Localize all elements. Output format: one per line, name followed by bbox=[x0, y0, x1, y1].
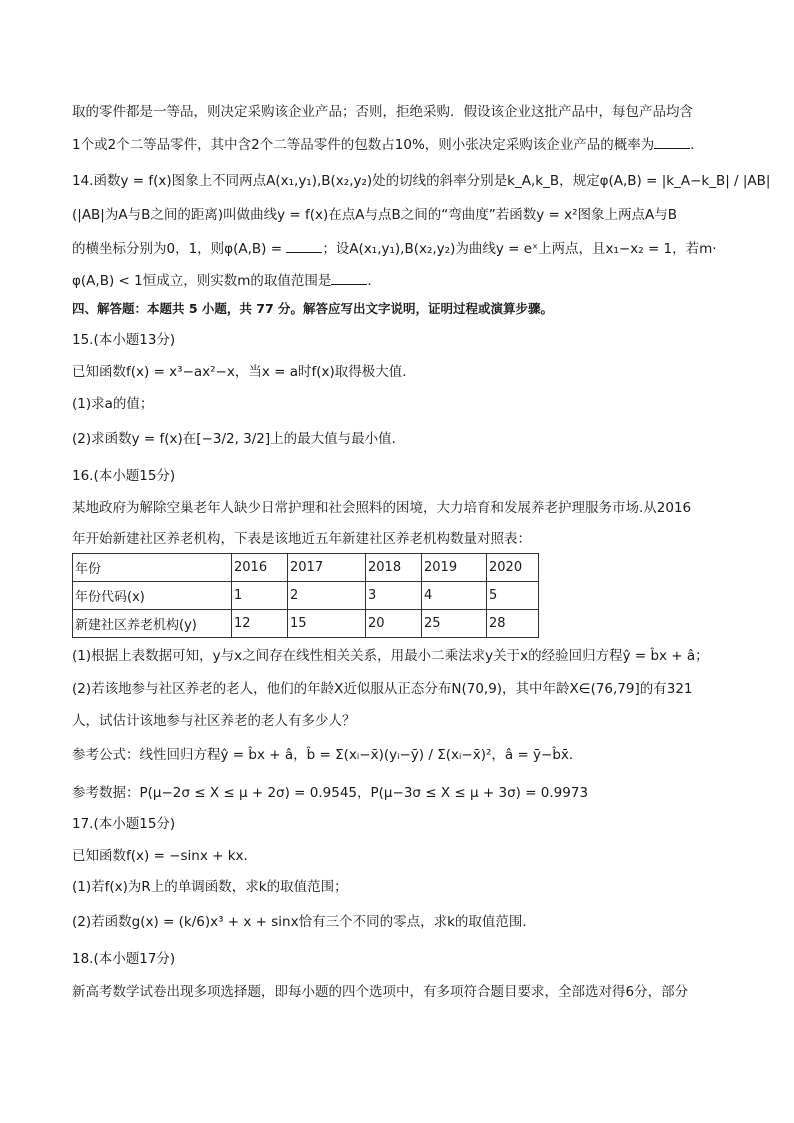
table-cell: 2018 bbox=[366, 554, 422, 582]
answer-blank bbox=[654, 134, 690, 149]
table-row bbox=[73, 554, 539, 582]
q15-stem: 已知函数f(x) = x³−ax²−x，当x = a时f(x)取得极大值． bbox=[72, 364, 416, 380]
table-cell: 5 bbox=[487, 582, 539, 610]
q13-line-2-text: 1个或2个二等品零件，其中含2个二等品零件的包数占10%，则小张决定采购该企业产品的概率为 bbox=[72, 137, 655, 153]
q16-stem-1: 某地政府为解除空巢老年人缺少日常护理和社会照料的困境，大力培育和发展养老护理服务市场.从2016 bbox=[72, 500, 692, 516]
q15-part-2: (2)求函数y = f(x)在[−3/2, 3/2]上的最大值与最小值． bbox=[72, 431, 406, 447]
table-cell: 3 bbox=[366, 582, 422, 610]
table-cell: 新建社区养老机构(y) bbox=[73, 610, 232, 638]
q14-line-3 bbox=[72, 238, 717, 258]
q13-line-2 bbox=[72, 134, 704, 154]
q15-header: 15.(本小题13分) bbox=[72, 332, 176, 348]
table-cell: 25 bbox=[422, 610, 487, 638]
section-heading: 四、解答题：本题共 5 小题，共 77 分。解答应写出文字说明，证明过程或演算步骤。 bbox=[72, 301, 554, 316]
table-cell: 2020 bbox=[487, 554, 539, 582]
q14-line-4-text: φ(A,B) < 1恒成立，则实数m的取值范围是 bbox=[72, 273, 332, 289]
table-row bbox=[73, 582, 539, 610]
q14-line-1: 14.函数y = f(x)图象上不同两点A(x₁,y₁),B(x₂,y₂)处的切线的斜率分别是k_A,k_B，规定φ(A,B) = |k_A−k_B| / |AB| bbox=[72, 173, 771, 189]
table-cell: 年份代码(x) bbox=[73, 582, 232, 610]
q17-stem: 已知函数f(x) = −sinx + kx． bbox=[72, 848, 258, 864]
table-cell: 2017 bbox=[288, 554, 366, 582]
data-table bbox=[72, 553, 539, 638]
q16-part-1: (1)根据上表数据可知，y与x之间存在线性相关关系，用最小二乘法求y关于x的经验回归方程ŷ = b̂x + â； bbox=[72, 648, 709, 664]
q14-line-4 bbox=[72, 270, 381, 290]
q16-part-2a: (2)若该地参与社区养老的老人，他们的年龄X近似服从正态分布N(70,9)，其中年龄X∈(76,79]的有321 bbox=[72, 681, 693, 697]
q14-line-4-end: ． bbox=[367, 273, 381, 289]
q18-stem: 新高考数学试卷出现多项选择题，即每小题的四个选项中，有多项符合题目要求，全部选对得6分，部分 bbox=[72, 984, 689, 1000]
q18-header: 18.(本小题17分) bbox=[72, 951, 176, 967]
q17-part-2: (2)若函数g(x) = (k/6)x³ + x + sinx恰有三个不同的零点，求k的取值范围． bbox=[72, 914, 536, 930]
q17-header: 17.(本小题15分) bbox=[72, 816, 176, 832]
answer-blank bbox=[331, 270, 367, 285]
table-cell: 12 bbox=[232, 610, 288, 638]
q16-header: 16.(本小题15分) bbox=[72, 468, 176, 484]
table-cell: 15 bbox=[288, 610, 366, 638]
table-cell: 2019 bbox=[422, 554, 487, 582]
q15-part-1: (1)求a的值； bbox=[72, 396, 154, 412]
table-cell: 1 bbox=[232, 582, 288, 610]
table-cell: 28 bbox=[487, 610, 539, 638]
table-cell: 年份 bbox=[73, 554, 232, 582]
q14-line-3-rest: ；设A(x₁,y₁),B(x₂,y₂)为曲线y = eˣ上两点，且x₁−x₂ = 1，若m· bbox=[322, 241, 717, 257]
table-cell: 2016 bbox=[232, 554, 288, 582]
q13-line-2-end: ． bbox=[690, 137, 704, 153]
q14-line-3-text: 的横坐标分别为0，1，则φ(A,B) = bbox=[72, 241, 287, 257]
table-row bbox=[73, 610, 539, 638]
q16-reference-data: 参考数据：P(μ−2σ ≤ X ≤ μ + 2σ) = 0.9545，P(μ−3σ ≤ X ≤ μ + 3σ) = 0.9973 bbox=[72, 785, 589, 801]
table-cell: 4 bbox=[422, 582, 487, 610]
q16-part-2b: 人，试估计该地参与社区养老的老人有多少人？ bbox=[72, 713, 356, 729]
table-cell: 2 bbox=[288, 582, 366, 610]
q13-line-1: 取的零件都是一等品，则决定采购该企业产品；否则，拒绝采购．假设该企业这批产品中，每包产品均含 bbox=[72, 104, 693, 120]
q16-formula: 参考公式：线性回归方程ŷ = b̂x + â，b̂ = Σ(xᵢ−x̄)(yᵢ−ȳ) / Σ(xᵢ−x̄)²，â = ȳ−b̂x̄． bbox=[72, 747, 583, 763]
q14-line-2: (|AB|为A与B之间的距离)叫做曲线y = f(x)在点A与点B之间的“弯曲度”若函数y = x²图象上两点A与B bbox=[72, 207, 678, 223]
q16-stem-2: 年开始新建社区养老机构，下表是该地近五年新建社区养老机构数量对照表： bbox=[72, 531, 531, 547]
table-cell: 20 bbox=[366, 610, 422, 638]
q17-part-1: (1)若f(x)为R上的单调函数，求k的取值范围； bbox=[72, 879, 348, 895]
answer-blank bbox=[286, 238, 322, 253]
